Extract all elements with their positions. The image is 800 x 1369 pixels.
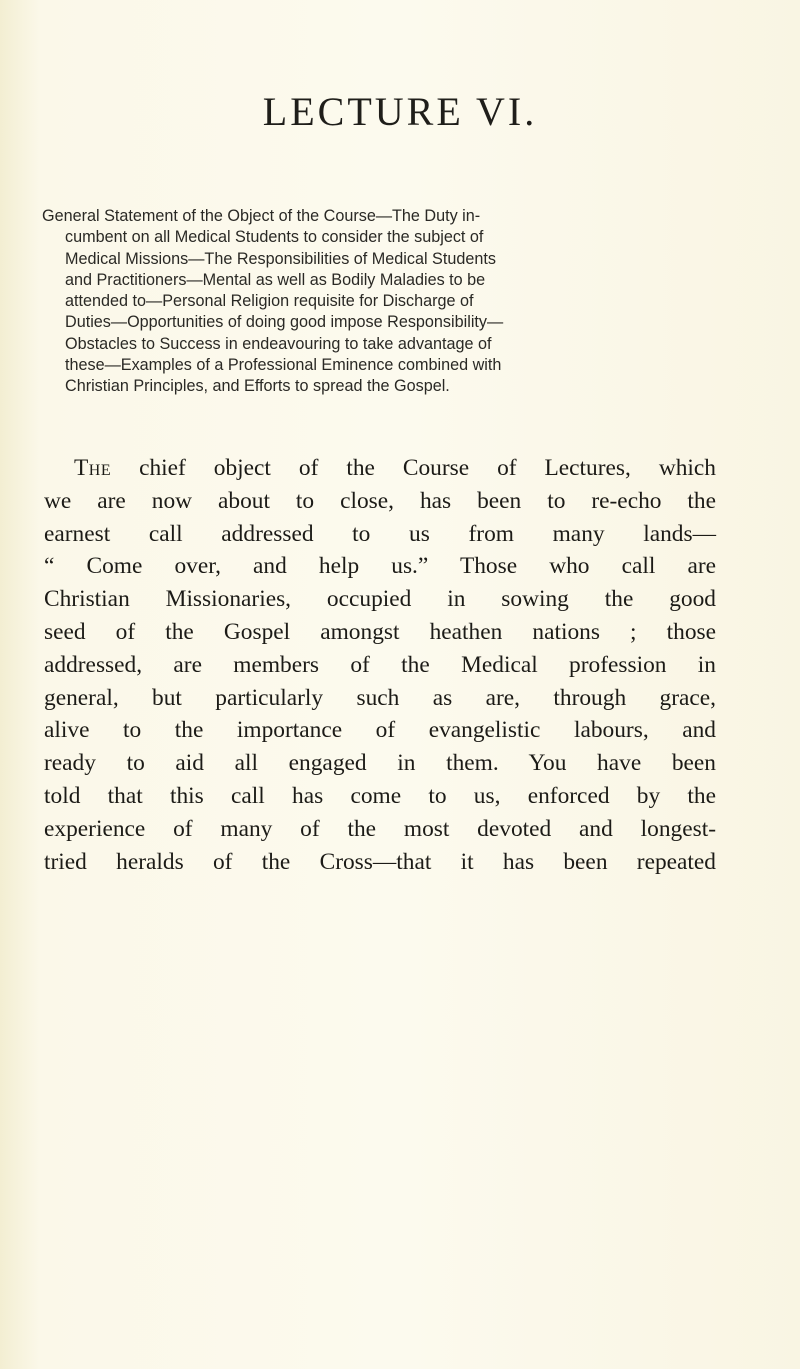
- body-line: seed of the Gospel amongst heathen nations ; those: [44, 618, 716, 645]
- body-line: ready to aid all engaged in them. You have been: [44, 750, 716, 777]
- lecture-heading: LECTURE VI.: [262, 89, 538, 134]
- body-lead-word: The: [74, 455, 112, 481]
- chapter-synopsis: [42, 206, 712, 398]
- synopsis-line: Christian Principles, and Efforts to spread the Gospel.: [65, 377, 450, 396]
- body-line: tried heralds of the Cross—that it has been repeated: [44, 848, 716, 875]
- body-line: earnest call addressed to us from many lands—: [44, 520, 716, 547]
- body-line: “ Come over, and help us.” Those who call are: [44, 553, 716, 580]
- synopsis-line: Obstacles to Success in endeavouring to take advantage of: [65, 334, 492, 353]
- body-line-rest: chief object of the Course of Lectures, which: [111, 455, 716, 481]
- body-line: we are now about to close, has been to re-echo the: [44, 487, 716, 514]
- synopsis-line: attended to—Personal Religion requisite for Discharge of: [65, 292, 474, 311]
- body-line: Christian Missionaries, occupied in sowing the good: [44, 586, 716, 613]
- synopsis-line: General Statement of the Object of the Course—The Duty in-: [42, 207, 481, 225]
- synopsis-line: these—Examples of a Professional Eminence combined with: [65, 356, 502, 375]
- body-line: general, but particularly such as are, through grace,: [44, 684, 716, 711]
- synopsis-line: and Practitioners—Mental as well as Bodily Maladies to be: [65, 270, 486, 289]
- synopsis-line: Duties—Opportunities of doing good impose Responsibility—: [65, 313, 504, 332]
- synopsis-line: cumbent on all Medical Students to consider the subject of: [65, 228, 484, 247]
- body-line: alive to the importance of evangelistic labours, and: [44, 717, 716, 744]
- body-line: told that this call has come to us, enforced by the: [44, 782, 716, 809]
- body-paragraph: [44, 452, 716, 878]
- body-line: addressed, are members of the Medical profession in: [44, 651, 716, 678]
- synopsis-line: Medical Missions—The Responsibilities of Medical Students: [65, 249, 496, 268]
- body-line: experience of many of the most devoted and longest-: [44, 815, 716, 842]
- body-line: [44, 452, 716, 485]
